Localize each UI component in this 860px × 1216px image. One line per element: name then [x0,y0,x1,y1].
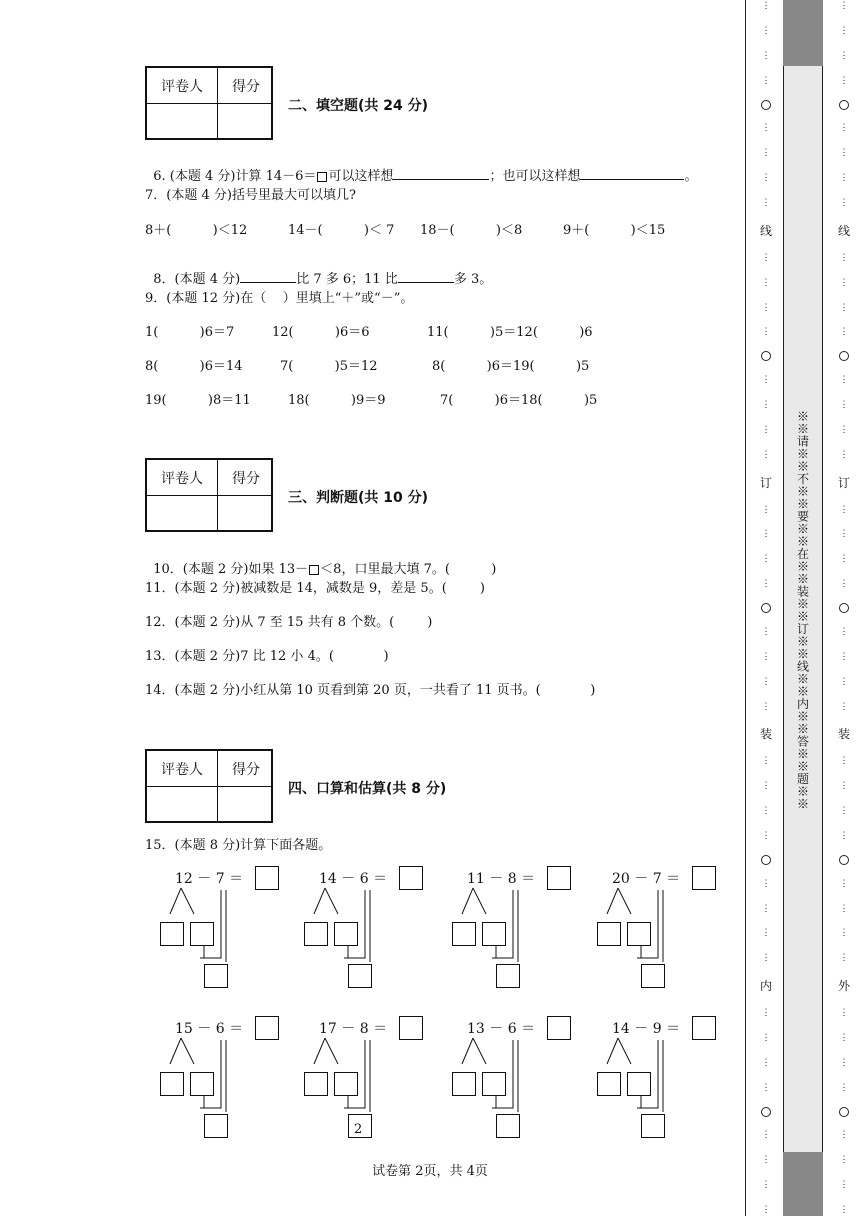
inner-binding-column [756,0,776,1216]
binding-dots: ⋮ [839,806,849,816]
subtraction-expression: 13 － 6 ＝ [467,1021,536,1037]
question-14: 14．(本题 2 分)小红从第 10 页看到第 20 页，一共看了 11 页书。( ) [145,683,596,698]
binding-dots: ⋮ [839,198,849,208]
binding-dots: ⋮ [839,277,849,288]
binding-dots: ⋮ [761,302,771,313]
binding-dots: ⋮ [761,626,771,637]
q7-item: 9＋( )＜15 [563,223,666,238]
binding-ring-icon [839,1107,849,1117]
page-footer: 试卷第 2页，共 4页 [372,1164,488,1179]
binding-dots: ⋮ [761,903,771,914]
step-box[interactable] [496,964,520,988]
handwritten-note: 2 [354,1122,363,1137]
step-box[interactable] [496,1114,520,1138]
split-box[interactable] [190,1072,214,1096]
binding-dots: ⋮ [839,676,849,687]
q9-item: 7( )5＝12 [280,359,378,374]
binding-dots: ⋮ [839,651,849,662]
q9-item: 8( )6＝19( )5 [432,359,590,374]
binding-ring-icon [761,855,771,865]
square-icon [317,172,327,182]
binding-ring-icon [839,351,849,361]
subtraction-diagram [304,1016,429,1136]
question-6: 6. (本题 4 分)计算 14－6＝ 可以这样想 ；也可以这样想 。 [153,169,698,184]
binding-dots: ⋮ [839,579,849,590]
subtraction-diagram [304,866,429,986]
binding-dots: ⋮ [839,400,849,410]
binding-dots: ⋮ [761,173,771,184]
subtraction-diagram [160,866,285,986]
binding-dots: ⋮ [761,75,771,86]
split-box[interactable] [597,922,621,946]
binding-dots: ⋮ [761,1155,771,1166]
binding-dots: ⋮ [839,25,849,36]
subtraction-expression: 20 － 7 ＝ [612,871,681,887]
binding-dots: ⋮ [839,626,849,637]
subtraction-expression: 15 － 6 ＝ [175,1021,244,1037]
q7-item: 14－( )＜ 7 [288,223,395,238]
binding-ring-icon [839,100,849,110]
subtraction-diagram [597,1016,722,1136]
binding-dots: ⋮ [839,701,849,712]
binding-dots: ⋮ [761,953,771,964]
subtraction-expression: 11 － 8 ＝ [467,871,536,887]
binding-dots: ⋮ [839,1205,849,1215]
binding-dots: ⋮ [761,400,771,410]
binding-dots: ⋮ [761,781,771,792]
binding-label: 装 [759,727,772,742]
question-8: 8．(本题 4 分) 比 7 多 6；11 比 多 3。 [153,272,493,287]
binding-dots: ⋮ [761,676,771,687]
binding-dots: ⋮ [761,25,771,36]
binding-dots: ⋮ [839,75,849,86]
q7-item: 8＋( )＜12 [145,223,248,238]
binding-ring-icon [761,1107,771,1117]
question-10: 10．(本题 2 分)如果 13－ ＜8，口里最大填 7。( ) [153,562,497,577]
binding-dots: ⋮ [761,449,771,460]
q9-item: 19( )8＝11 [145,393,251,408]
binding-ring-icon [761,351,771,361]
binding-dots: ⋮ [839,424,849,435]
binding-dots: ⋮ [839,1057,849,1068]
q7-item: 18－( )＜8 [420,223,523,238]
binding-dots: ⋮ [839,1008,849,1018]
split-box[interactable] [190,922,214,946]
subtraction-expression: 14 － 9 ＝ [612,1021,681,1037]
grader-label: 评卷人 [161,762,203,778]
question-9-title: 9．(本题 12 分)在（ ）里填上“＋”或“－”。 [145,291,414,306]
binding-ring-icon [839,855,849,865]
question-15-title: 15．(本题 8 分)计算下面各题。 [145,838,332,853]
answer-blank[interactable] [580,167,684,180]
binding-dots: ⋮ [761,252,771,263]
binding-dots: ⋮ [839,1,849,11]
binding-ring-icon [839,603,849,613]
q9-item: 18( )9＝9 [288,393,386,408]
binding-dots: ⋮ [761,1032,771,1043]
score-label: 得分 [232,79,260,95]
binding-dots: ⋮ [839,327,849,338]
binding-dots: ⋮ [761,1057,771,1068]
binding-dots: ⋮ [839,504,849,515]
answer-blank[interactable] [240,270,296,283]
binding-dots: ⋮ [839,173,849,184]
binding-dots: ⋮ [839,1032,849,1043]
subtraction-diagram [452,866,577,986]
binding-dots: ⋮ [761,1,771,11]
step-box[interactable] [204,1114,228,1138]
subtraction-expression: 14 － 6 ＝ [319,871,388,887]
binding-dots: ⋮ [761,1082,771,1093]
binding-label: 订 [837,475,850,490]
binding-dots: ⋮ [839,1130,849,1141]
split-box[interactable] [334,1072,358,1096]
step-box[interactable] [348,964,372,988]
split-box[interactable] [304,922,328,946]
subtraction-expression: 12 － 7 ＝ [175,871,244,887]
binding-dots: ⋮ [761,1180,771,1191]
subtraction-diagram [452,1016,577,1136]
split-box[interactable] [482,1072,506,1096]
q9-item: 1( )6＝7 [145,325,235,340]
binding-dots: ⋮ [839,781,849,792]
step-box[interactable] [204,964,228,988]
q9-item: 7( )6＝18( )5 [440,393,598,408]
binding-label: 线 [837,223,850,238]
question-11: 11．(本题 2 分)被减数是 14，减数是 9，差是 5。( ) [145,581,485,596]
binding-dots: ⋮ [761,651,771,662]
binding-dots: ⋮ [761,375,771,386]
binding-dots: ⋮ [839,375,849,386]
square-icon [309,565,319,575]
binding-dots: ⋮ [839,1155,849,1166]
binding-label: 线 [759,223,772,238]
subtraction-expression: 17 － 8 ＝ [319,1021,388,1037]
binding-dots: ⋮ [839,903,849,914]
score-box-2 [145,66,273,140]
split-box[interactable] [482,922,506,946]
split-box[interactable] [597,1072,621,1096]
split-box[interactable] [452,922,476,946]
score-label: 得分 [232,471,260,487]
binding-dots: ⋮ [761,327,771,338]
binding-dots: ⋮ [839,953,849,964]
binding-ring-icon [761,603,771,613]
binding-ring-icon [761,100,771,110]
binding-dots: ⋮ [839,1082,849,1093]
step-box[interactable] [641,964,665,988]
subtraction-diagram [160,1016,285,1136]
binding-dots: ⋮ [839,529,849,540]
binding-dots: ⋮ [761,701,771,712]
binding-dots: ⋮ [761,756,771,767]
split-box[interactable] [160,922,184,946]
binding-dots: ⋮ [761,928,771,939]
binding-dots: ⋮ [761,1130,771,1141]
split-box[interactable] [452,1072,476,1096]
binding-dots: ⋮ [761,123,771,134]
binding-dots: ⋮ [839,123,849,134]
score-box-4 [145,749,273,823]
binding-dots: ⋮ [761,198,771,208]
binding-dots: ⋮ [839,148,849,159]
score-label: 得分 [232,762,260,778]
binding-dots: ⋮ [761,1008,771,1018]
split-box[interactable] [304,1072,328,1096]
binding-dots: ⋮ [761,806,771,816]
answer-blank[interactable] [398,270,454,283]
binding-label: 装 [837,727,850,742]
binding-dots: ⋮ [839,449,849,460]
binding-dots: ⋮ [761,554,771,565]
binding-dots: ⋮ [761,277,771,288]
binding-dots: ⋮ [761,830,771,841]
binding-label: 内 [759,979,772,994]
binding-dots: ⋮ [839,554,849,565]
binding-dots: ⋮ [761,878,771,889]
binding-dots: ⋮ [761,424,771,435]
binding-dots: ⋮ [839,878,849,889]
section-title-4: 四、口算和估算(共 8 分) [288,781,447,797]
subtraction-diagram [597,866,722,986]
binding-label: 订 [759,475,772,490]
binding-dots: ⋮ [839,830,849,841]
answer-blank[interactable] [393,167,489,180]
grader-label: 评卷人 [161,79,203,95]
section-title-3: 三、判断题(共 10 分) [288,490,429,506]
split-box[interactable] [627,922,651,946]
binding-dots: ⋮ [839,302,849,313]
binding-dots: ⋮ [839,756,849,767]
binding-bar-top [783,0,823,66]
q9-item: 12( )6＝6 [272,325,370,340]
split-box[interactable] [160,1072,184,1096]
question-7-title: 7．(本题 4 分)括号里最大可以填几? [145,188,356,203]
outer-binding-column [834,0,854,1216]
split-box[interactable] [627,1072,651,1096]
score-box-3 [145,458,273,532]
binding-dots: ⋮ [761,504,771,515]
binding-warning: ※※请※※不※※要※※在※※装※※订※※线※※内※※答※※题※※ [795,410,810,810]
binding-dots: ⋮ [761,579,771,590]
q9-item: 8( )6＝14 [145,359,243,374]
binding-dots: ⋮ [839,1180,849,1191]
question-13: 13．(本题 2 分)7 比 12 小 4。( ) [145,649,389,664]
binding-dots: ⋮ [839,928,849,939]
question-12: 12．(本题 2 分)从 7 至 15 共有 8 个数。( ) [145,615,433,630]
binding-dots: ⋮ [839,50,849,61]
binding-dots: ⋮ [761,529,771,540]
binding-dots: ⋮ [761,1205,771,1215]
binding-dots: ⋮ [761,148,771,159]
q9-item: 11( )5＝12( )6 [427,325,593,340]
grader-label: 评卷人 [161,471,203,487]
binding-bar-bottom [783,1152,823,1216]
binding-dots: ⋮ [839,252,849,263]
section-title-2: 二、填空题(共 24 分) [288,98,429,114]
binding-label: 外 [837,979,850,994]
step-box[interactable] [641,1114,665,1138]
binding-dots: ⋮ [761,50,771,61]
split-box[interactable] [334,922,358,946]
